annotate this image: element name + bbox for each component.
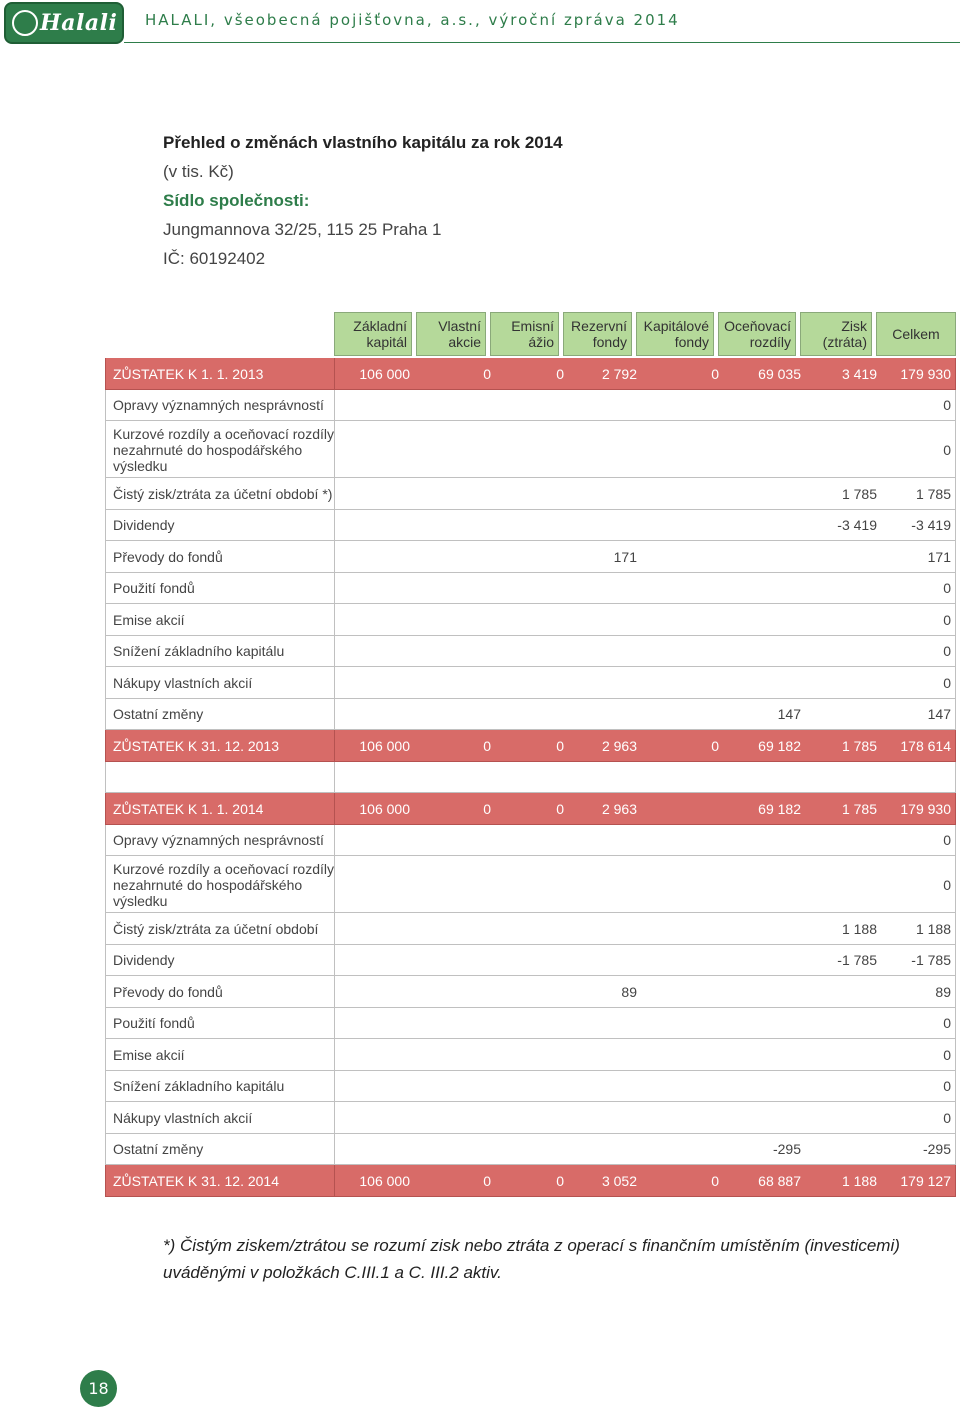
- company-address: Jungmannova 32/25, 115 25 Praha 1: [163, 220, 442, 239]
- logo-text: Halali: [40, 10, 118, 36]
- table-row: [105, 856, 956, 913]
- cell-value: 2 792: [601, 365, 637, 382]
- column-header: Kapitálové fondy: [636, 312, 714, 356]
- cell-value: 0: [711, 365, 719, 382]
- cell-value: 69 182: [758, 737, 801, 754]
- cell-value: 0: [556, 1172, 564, 1189]
- table-row: [105, 825, 956, 857]
- row-label: Emise akcií: [113, 611, 185, 628]
- column-divider: [334, 510, 335, 541]
- row-label: ZŮSTATEK K 31. 12. 2014: [113, 1172, 280, 1189]
- cell-value: -295: [772, 1141, 801, 1158]
- column-divider: [334, 1102, 335, 1133]
- cell-value: 147: [927, 706, 951, 723]
- column-divider: [334, 699, 335, 730]
- cell-value: 178 614: [900, 737, 951, 754]
- cell-value: -3 419: [911, 517, 951, 534]
- column-header: Oceňovací rozdíly: [718, 312, 796, 356]
- row-label: ZŮSTATEK K 1. 1. 2013: [113, 365, 264, 382]
- row-label: Nákupy vlastních akcií: [113, 1109, 253, 1126]
- table-row: [105, 976, 956, 1008]
- table-row: [105, 541, 956, 573]
- column-divider: [334, 825, 335, 856]
- spacer-row: [105, 762, 956, 794]
- column-divider: [334, 390, 335, 421]
- unit-note: (v tis. Kč): [163, 162, 234, 181]
- halali-logo: [4, 2, 124, 44]
- column-divider: [334, 856, 335, 912]
- table-row: [105, 913, 956, 945]
- header-divider: [124, 42, 960, 43]
- balance-row: [105, 358, 956, 390]
- cell-value: 0: [483, 800, 491, 817]
- table-row: [105, 1134, 956, 1166]
- table-row: [105, 1102, 956, 1134]
- cell-value: 179 930: [900, 800, 951, 817]
- table-row: [105, 510, 956, 542]
- cell-value: 0: [483, 737, 491, 754]
- cell-value: 179 127: [900, 1172, 951, 1189]
- table-row: [105, 1008, 956, 1040]
- cell-value: 0: [711, 737, 719, 754]
- row-label: Dividendy: [113, 952, 175, 969]
- row-label: Kurzové rozdíly a oceňovací rozdíly nezahrnuté do hospodářského výsledku: [113, 860, 334, 909]
- row-label: Kurzové rozdíly a oceňovací rozdíly nezahrnuté do hospodářského výsledku: [113, 425, 334, 474]
- statement-title: Přehled o změnách vlastního kapitálu za rok 2014: [163, 133, 563, 152]
- cell-value: 0: [483, 1172, 491, 1189]
- table-row: [105, 421, 956, 478]
- cell-value: 1 785: [841, 485, 877, 502]
- column-divider: [334, 421, 335, 477]
- row-label: Použití fondů: [113, 1015, 195, 1032]
- page-header: [0, 0, 960, 44]
- cell-value: 2 963: [601, 737, 637, 754]
- row-label: Snížení základního kapitálu: [113, 643, 285, 660]
- cell-value: 0: [943, 397, 951, 414]
- column-header: Zisk (ztráta): [800, 312, 872, 356]
- balance-row: [105, 730, 956, 762]
- logo-emblem-icon: [12, 10, 38, 36]
- report-title: HALALI, všeobecná pojišťovna, a.s., výroční zpráva 2014: [145, 11, 680, 29]
- row-label: Emise akcií: [113, 1046, 185, 1063]
- cell-value: -1 785: [837, 952, 877, 969]
- column-header: Emisní ážio: [490, 312, 559, 356]
- cell-value: 0: [556, 800, 564, 817]
- table-row: [105, 478, 956, 510]
- column-divider: [334, 636, 335, 667]
- column-divider: [334, 976, 335, 1007]
- row-label: ZŮSTATEK K 31. 12. 2013: [113, 737, 280, 754]
- column-divider: [334, 573, 335, 604]
- cell-value: 0: [943, 832, 951, 849]
- table-row: [105, 604, 956, 636]
- cell-value: 0: [483, 365, 491, 382]
- column-divider: [334, 667, 335, 698]
- column-divider: [334, 604, 335, 635]
- cell-value: 0: [943, 1046, 951, 1063]
- column-divider: [334, 945, 335, 976]
- cell-value: 106 000: [359, 800, 410, 817]
- row-label: Ostatní změny: [113, 706, 204, 723]
- footnote-line-1: *) Čistým ziskem/ztrátou se rozumí zisk nebo ztráta z operací s finančním umístěním (investicemi): [163, 1236, 900, 1255]
- cell-value: 1 785: [841, 800, 877, 817]
- table-row: [105, 636, 956, 668]
- row-label: ZŮSTATEK K 1. 1. 2014: [113, 800, 264, 817]
- column-header: Vlastní akcie: [416, 312, 486, 356]
- cell-value: 1 188: [915, 920, 951, 937]
- cell-value: 0: [943, 1109, 951, 1126]
- cell-value: 89: [935, 983, 951, 1000]
- cell-value: 179 930: [900, 365, 951, 382]
- column-divider: [334, 478, 335, 509]
- cell-value: 1 188: [841, 920, 877, 937]
- cell-value: 68 887: [758, 1172, 801, 1189]
- balance-row: [105, 793, 956, 825]
- column-divider: [334, 1039, 335, 1070]
- row-label: Nákupy vlastních akcií: [113, 674, 253, 691]
- row-label: Dividendy: [113, 517, 175, 534]
- table-row: [105, 1071, 956, 1103]
- column-divider: [334, 1008, 335, 1039]
- table-row: [105, 390, 956, 422]
- column-divider: [334, 913, 335, 944]
- company-ic: IČ: 60192402: [163, 249, 266, 268]
- cell-value: 106 000: [359, 737, 410, 754]
- cell-value: 0: [943, 1078, 951, 1095]
- table-row: [105, 945, 956, 977]
- cell-value: 69 035: [758, 365, 801, 382]
- column-header: Celkem: [876, 312, 956, 356]
- column-header: Základní kapitál: [334, 312, 412, 356]
- cell-value: 0: [556, 365, 564, 382]
- table-row: [105, 667, 956, 699]
- cell-value: 0: [943, 1015, 951, 1032]
- cell-value: 0: [943, 674, 951, 691]
- page-number: 18: [80, 1370, 117, 1407]
- cell-value: 0: [943, 580, 951, 597]
- table-row: [105, 573, 956, 605]
- row-label: Čistý zisk/ztráta za účetní období: [113, 920, 319, 937]
- footnote-line-2: uváděnými v položkách C.III.1 a C. III.2 aktiv.: [163, 1263, 502, 1282]
- cell-value: 106 000: [359, 365, 410, 382]
- cell-value: 106 000: [359, 1172, 410, 1189]
- footnote: [163, 1232, 900, 1286]
- row-label: Ostatní změny: [113, 1141, 204, 1158]
- cell-value: 69 182: [758, 800, 801, 817]
- seat-label: Sídlo společnosti:: [163, 191, 310, 210]
- cell-value: -1 785: [911, 952, 951, 969]
- column-divider: [334, 541, 335, 572]
- cell-value: 0: [711, 1172, 719, 1189]
- row-label: Převody do fondů: [113, 983, 223, 1000]
- row-label: Převody do fondů: [113, 548, 223, 565]
- column-header: Rezervní fondy: [563, 312, 632, 356]
- cell-value: 0: [943, 611, 951, 628]
- cell-value: 0: [943, 876, 951, 893]
- cell-value: -295: [922, 1141, 951, 1158]
- cell-value: 0: [943, 643, 951, 660]
- row-label: Opravy významných nesprávností: [113, 832, 324, 849]
- row-label: Opravy významných nesprávností: [113, 397, 324, 414]
- cell-value: 1 785: [841, 737, 877, 754]
- cell-value: 2 963: [601, 800, 637, 817]
- cell-value: 3 419: [841, 365, 877, 382]
- cell-value: 0: [943, 441, 951, 458]
- row-label: Čistý zisk/ztráta za účetní období *): [113, 485, 333, 502]
- cell-value: 1 188: [841, 1172, 877, 1189]
- cell-value: 0: [556, 737, 564, 754]
- cell-value: 171: [927, 548, 951, 565]
- column-divider: [334, 1071, 335, 1102]
- column-divider: [334, 762, 335, 793]
- table-row: [105, 1039, 956, 1071]
- cell-value: 89: [621, 983, 637, 1000]
- cell-value: 171: [613, 548, 637, 565]
- row-label: Použití fondů: [113, 580, 195, 597]
- cell-value: 3 052: [601, 1172, 637, 1189]
- row-label: Snížení základního kapitálu: [113, 1078, 285, 1095]
- cell-value: 147: [777, 706, 801, 723]
- column-divider: [334, 1134, 335, 1165]
- balance-row: [105, 1165, 956, 1197]
- table-row: [105, 699, 956, 731]
- cell-value: -3 419: [837, 517, 877, 534]
- equity-changes-table: [105, 312, 956, 1190]
- intro-block: [163, 128, 563, 273]
- cell-value: 1 785: [915, 485, 951, 502]
